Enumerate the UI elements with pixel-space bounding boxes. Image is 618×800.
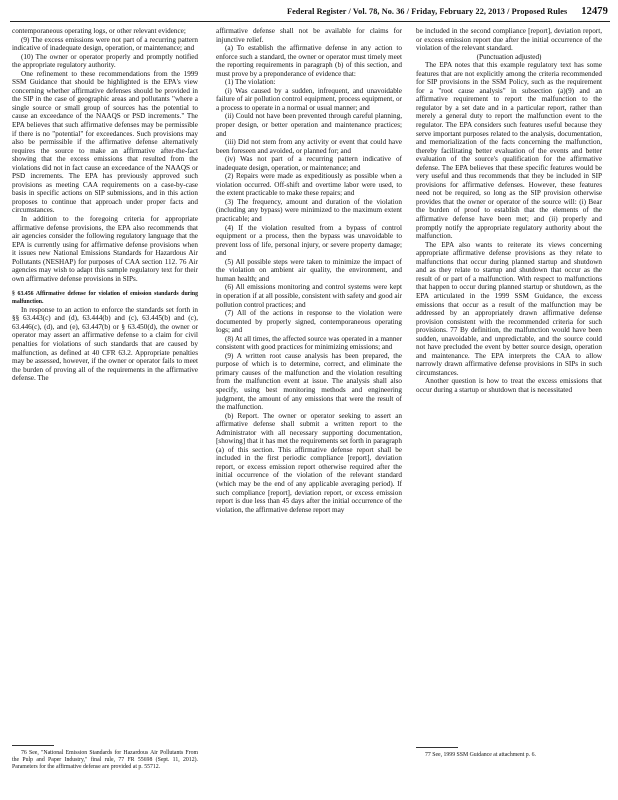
running-header: Federal Register / Vol. 78, No. 36 / Friday, February 22, 2013 / Proposed Rules: [286, 7, 568, 16]
left-column: [12, 27, 198, 792]
footnote-text: 76 See, "National Emission Standards for Hazardous Air Pollutants From the Pulp and Paper Industry," final rule, 77 FR 55698 (Sept. 11, 2012). Parameters for the affirmative defense are provided at p. 55712.: [12, 750, 198, 770]
paragraph: (ii) Could not have been prevented through careful planning, proper design, or better operation and maintenance practices; and: [216, 112, 402, 138]
paragraph: (Punctuation adjusted): [476, 52, 542, 61]
section-heading: § 63.456 Affirmative defense for violation of emission standards during malfunction.: [12, 291, 198, 305]
paragraph: In addition to the foregoing criteria for appropriate affirmative defense provisions, the EPA also recommends that air agencies consider the following regulatory language that the EPA is currently using for affirmative defense provisions when it issues new National Emissions Standards for Hazardous Air Pollutants (NESHAP) for purposes of CAA section 112. 76 Air agencies may wish to adapt this sample regulatory text for their own affirmative defense provisions in SIPs.: [12, 215, 198, 283]
paragraph: (2) Repairs were made as expeditiously as possible when a violation occurred. Off-shift and overtime labor were used, to the extent practicable to make these repairs; and: [216, 172, 402, 198]
paragraph: (8) At all times, the affected source was operated in a manner consistent with good practices for minimizing emissions; and: [216, 334, 402, 352]
right-column: [416, 27, 602, 792]
paragraph: (10) The owner or operator properly and promptly notified the appropriate regulatory authority.: [12, 52, 198, 70]
paragraph: be included in the second compliance [report], deviation report, or excess emission report due after the initial occurrence of the violation of the relevant standard.: [416, 27, 602, 53]
page-number: 12479: [581, 6, 608, 17]
paragraph: In response to an action to enforce the standards set forth in §§ 63.443(c) and (d), 63.444(b) and (c), 63.445(b) and (c), 63.446(c), (d), and (e), 63.447(b) or § 63.450(d), the owner or operator may assert an affirmative defense to a claim for civil penalties for violations of such standards that are caused by malfunction, as defined at 40 CFR 63.2. Appropriate penalties may be assessed, however, if the owner or operator fails to meet the burden of proving all of the requirements in the affirmative defense. The: [12, 305, 198, 383]
paragraph: (4) If the violation resulted from a bypass of control equipment or a process, then the bypass was unavoidable to prevent loss of life, personal injury, or severe property damage; and: [216, 223, 402, 258]
paragraph: Another question is how to treat the excess emissions that occur during a startup or shutdown that is necessitated: [416, 377, 602, 394]
paragraph: The EPA notes that this example regulatory text has some features that are not explicitly among the criteria recommended for SIP provisions in the SSM Policy, such as the requirement for a "root cause analysis" in subsection (a)(9) and an affirmative requirement to report the malfunction to the regulator by a set date and in a particular report, rather than merely a general duty to report the malfunction event to the regulator. The EPA considers such features useful because they serve important purposes related to the analysis, documentation, and memorialization of the facts concerning the malfunction, thereby facilitating better evaluation of the events and better evaluation of the source's qualification for the affirmative defense. The EPA believes that these specific features would be very useful and thus recommends that they be included in SIP provisions for affirmative defenses. However, these features need not be required, so long as the SIP provision otherwise provides that the owner or operator of the source will: (i) Bear the burden of proof to establish that the elements of the affirmative defense have been met; and (ii) properly and promptly notify the appropriate regulatory authority about the malfunction.: [416, 61, 602, 241]
paragraph: The EPA also wants to reiterate its views concerning appropriate affirmative defense provisions as they relate to malfunctions that occur during planned startup and shutdown and as they relate to startup and shutdown that occur as the result of or part of a malfunction. With respect to malfunctions that happen to occur during planned startup or shutdown, as the EPA articulated in the 1999 SSM Guidance, the excess emissions that occur as a result of the malfunction may be addressed by an appropriately drawn affirmative defense provision consistent with the recommended criteria for such provisions. 77 By definition, the malfunction would have been sudden, unavoidable, and unpredictable, and the source could not have precluded the event by better source design, operation and maintenance. The EPA interprets the CAA to allow narrowly drawn affirmative defense provisions in SIPs in such circumstances.: [416, 240, 602, 377]
paragraph: affirmative defense shall not be available for claims for injunctive relief.: [216, 27, 402, 44]
paragraph: (b) Report. The owner or operator seeking to assert an affirmative defense shall submit a written report to the Administrator with all necessary supporting documentation, [showing] that it has met the requirements set forth in paragraph (a) of this section. This affirmative defense report shall be included in the first periodic compliance [report], deviation report, or excess emission report otherwise required after the initial occurrence of the violation of the relevant standard (which may be the end of any applicable averaging period). If such compliance [report], deviation report, or excess emission report is due less than 45 days after the initial occurrence of the violation, the affirmative defense report may: [216, 411, 402, 514]
paragraph: (9) A written root cause analysis has been prepared, the purpose of which is to determine, correct, and eliminate the primary causes of the malfunction and the violation resulting from the malfunction event at issue. The analysis shall also specify, using best monitoring methods and engineering judgment, the amount of any emissions that were the result of the malfunction.: [216, 351, 402, 412]
paragraph: (3) The frequency, amount and duration of the violation (including any bypass) were minimized to the maximum extent practicable; and: [216, 197, 402, 224]
paragraph: (iii) Did not stem from any activity or event that could have been foreseen and avoided, or planned for; and: [216, 138, 402, 155]
paragraph: (5) All possible steps were taken to minimize the impact of the violation on ambient air quality, the environment, and human health; and: [216, 257, 402, 283]
middle-column: [216, 27, 402, 792]
header-rule: [10, 21, 610, 22]
paragraph: (iv) Was not part of a recurring pattern indicative of inadequate design, operation, or maintenance; and: [216, 155, 402, 172]
paragraph: contemporaneous operating logs, or other relevant evidence;: [12, 27, 186, 35]
paragraph: One refinement to these recommendations from the 1999 SSM Guidance that should be highlighted is the EPA's view concerning whether affirmative defenses should be provided in the SIP in the case of geographic areas and pollutants "where a single source or small group of sources has the potential to cause an exceedance of the NAAQS or PSD increments." The EPA believes that such affirmative defenses may be permissible if there is no "potential" for exceedances. Such provisions may also be permissible if the affirmative defense alternatively requires the source to make an affirmative after-the-fact showing that the excess emissions that resulted from the violations did not in fact cause an exceedance of the NAAQS or PSD increments. The EPA has previously approved such provisions as meeting CAA requirements on a case-by-case basis in specific actions on SIP submissions, and in this action proposes to continue that approach under proper facts and circumstances.: [12, 69, 198, 215]
footnote: [12, 745, 198, 771]
footnote: [416, 747, 602, 759]
paragraph: (i) Was caused by a sudden, infrequent, and unavoidable failure of air pollution control equipment, process equipment, or a process to operate in a normal or usual manner; and: [216, 86, 402, 112]
paragraph: (9) The excess emissions were not part of a recurring pattern indicative of inadequate design, operation, or maintenance; and: [12, 35, 198, 53]
footnote-rule: [416, 747, 458, 748]
page-header: [14, 6, 608, 20]
paragraph: (7) All of the actions in response to the violation were documented by properly signed, contemporaneous operating logs; and: [216, 309, 402, 335]
paragraph: (6) All emissions monitoring and control systems were kept in operation if at all possible, consistent with safety and good air pollution control practices; and: [216, 283, 402, 309]
paragraph: (1) The violation:: [225, 78, 276, 87]
footnote-text: 77 See, 1999 SSM Guidance at attachment p. 6.: [425, 752, 536, 758]
footnote-rule: [12, 745, 54, 746]
paragraph: (a) To establish the affirmative defense in any action to enforce such a standard, the owner or operator must timely meet the reporting requirements in paragraph (b) of this section, and must prove by a preponderance of evidence that:: [216, 44, 402, 78]
